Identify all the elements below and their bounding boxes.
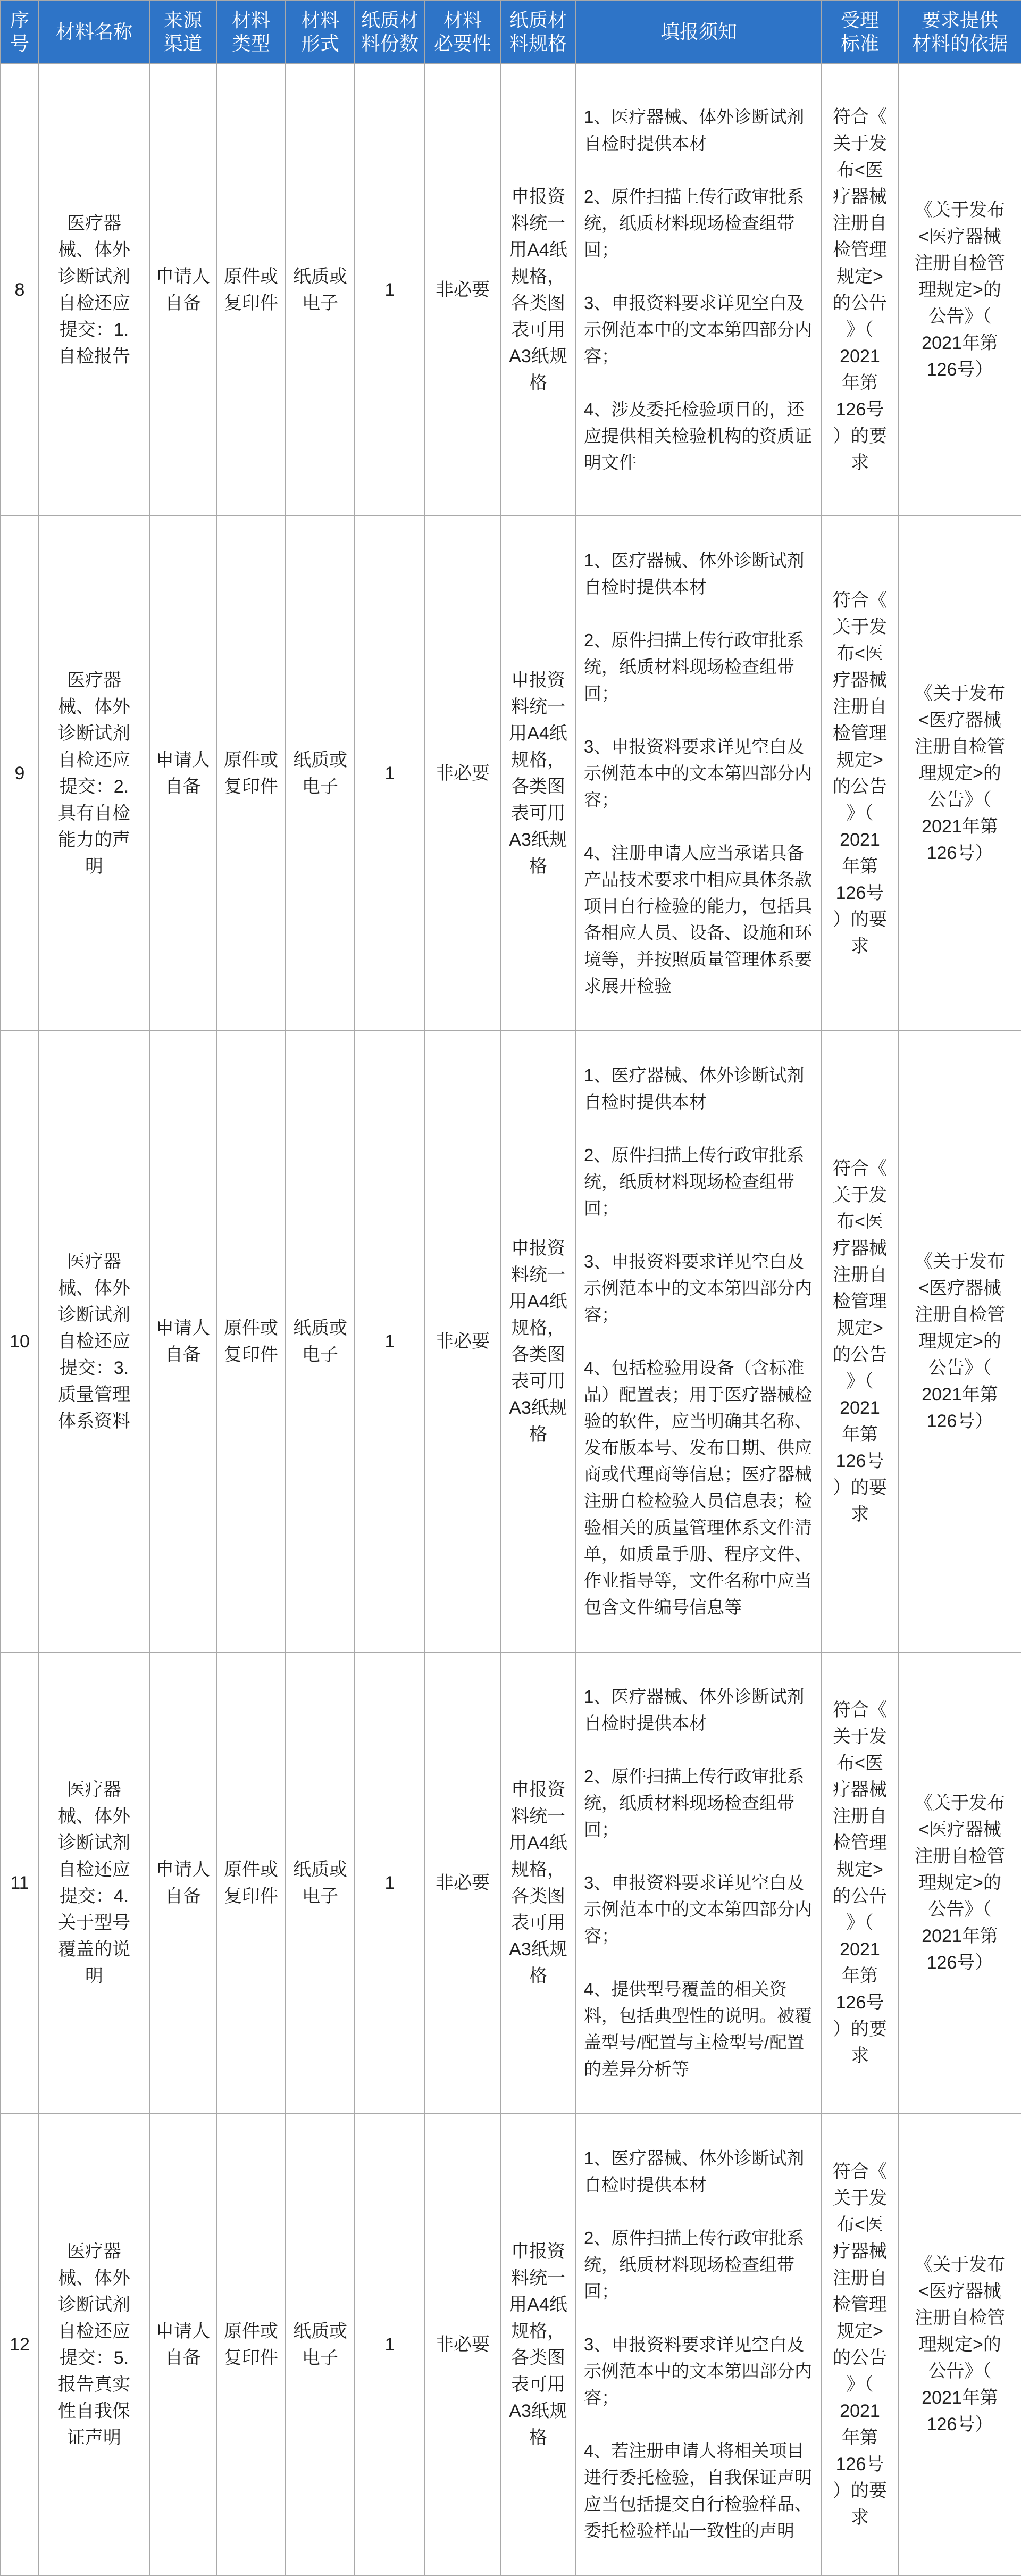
cell-paper-spec: 申报资 料统一 用A4纸 规格， 各类图 表可用 A3纸规 格 <box>500 1652 576 2114</box>
header-copies: 纸质材 料份数 <box>355 1 425 63</box>
cell-seq: 12 <box>1 2114 39 2575</box>
cell-copies: 1 <box>355 1652 425 2114</box>
cell-form: 纸质或 电子 <box>286 63 355 516</box>
header-notes: 填报须知 <box>576 1 822 63</box>
cell-notes <box>576 63 822 516</box>
cell-required: 非必要 <box>425 63 500 516</box>
cell-form: 纸质或 电子 <box>286 1031 355 1652</box>
note-line: 3、申报资料要求详见空白及示例范本中的文本第四部分内容； <box>584 2335 812 2407</box>
cell-seq: 11 <box>1 1652 39 2114</box>
header-type: 材料 类型 <box>216 1 286 63</box>
cell-source: 申请人 自备 <box>149 1652 216 2114</box>
cell-required: 非必要 <box>425 1031 500 1652</box>
cell-standard: 符合《 关于发 布<医 疗器械 注册自 检管理 规定> 的公告 》（ 2021 年第 126号 ）的要 求 <box>822 1652 898 2114</box>
table-row <box>1 1652 1021 2114</box>
cell-form: 纸质或 电子 <box>286 516 355 1031</box>
note-line: 4、若注册申请人将相关项目进行委托检验，自我保证声明应当包括提交自行检验样品、委托检验样品一致性的声明 <box>584 2441 812 2540</box>
cell-seq: 10 <box>1 1031 39 1652</box>
cell-standard: 符合《 关于发 布<医 疗器械 注册自 检管理 规定> 的公告 》（ 2021 年第 126号 ）的要 求 <box>822 63 898 516</box>
cell-seq: 9 <box>1 516 39 1031</box>
cell-notes <box>576 1031 822 1652</box>
cell-standard: 符合《 关于发 布<医 疗器械 注册自 检管理 规定> 的公告 》（ 2021 年第 126号 ）的要 求 <box>822 516 898 1031</box>
cell-form: 纸质或 电子 <box>286 2114 355 2575</box>
cell-type: 原件或 复印件 <box>216 516 286 1031</box>
note-line: 2、原件扫描上传行政审批系统，纸质材料现场检查组带回； <box>584 1766 805 1839</box>
note-line: 3、申报资料要求详见空白及示例范本中的文本第四部分内容； <box>584 1252 812 1324</box>
cell-standard: 符合《 关于发 布<医 疗器械 注册自 检管理 规定> 的公告 》（ 2021 年第 126号 ）的要 求 <box>822 1031 898 1652</box>
cell-required: 非必要 <box>425 1652 500 2114</box>
cell-copies: 1 <box>355 1031 425 1652</box>
cell-notes <box>576 2114 822 2575</box>
cell-notes <box>576 516 822 1031</box>
cell-copies: 1 <box>355 516 425 1031</box>
cell-copies: 1 <box>355 63 425 516</box>
cell-source: 申请人 自备 <box>149 63 216 516</box>
cell-name: 医疗器 械、体外 诊断试剂 自检还应 提交：4. 关于型号 覆盖的说 明 <box>39 1652 149 2114</box>
cell-basis: 《关于发布 <医疗器械 注册自检管 理规定>的 公告》（ 2021年第 126号） <box>898 1652 1021 2114</box>
note-line: 2、原件扫描上传行政审批系统，纸质材料现场检查组带回； <box>584 2228 805 2301</box>
cell-source: 申请人 自备 <box>149 1031 216 1652</box>
note-line: 2、原件扫描上传行政审批系统，纸质材料现场检查组带回； <box>584 186 805 260</box>
cell-type: 原件或 复印件 <box>216 1652 286 2114</box>
cell-notes <box>576 1652 822 2114</box>
cell-basis: 《关于发布 <医疗器械 注册自检管 理规定>的 公告》（ 2021年第 126号） <box>898 1031 1021 1652</box>
table-row <box>1 1031 1021 1652</box>
cell-type: 原件或 复印件 <box>216 2114 286 2575</box>
table-row <box>1 2114 1021 2575</box>
cell-basis: 《关于发布 <医疗器械 注册自检管 理规定>的 公告》（ 2021年第 126号） <box>898 2114 1021 2575</box>
note-line: 1、医疗器械、体外诊断试剂自检时提供本材 <box>584 2148 805 2195</box>
table-row <box>1 516 1021 1031</box>
header-source: 来源 渠道 <box>149 1 216 63</box>
cell-standard: 符合《 关于发 布<医 疗器械 注册自 检管理 规定> 的公告 》（ 2021 年第 126号 ）的要 求 <box>822 2114 898 2575</box>
cell-name: 医疗器 械、体外 诊断试剂 自检还应 提交：1. 自检报告 <box>39 63 149 516</box>
cell-type: 原件或 复印件 <box>216 63 286 516</box>
cell-required: 非必要 <box>425 516 500 1031</box>
note-line: 1、医疗器械、体外诊断试剂自检时提供本材 <box>584 106 805 153</box>
cell-paper-spec: 申报资 料统一 用A4纸 规格， 各类图 表可用 A3纸规 格 <box>500 63 576 516</box>
header-name: 材料名称 <box>39 1 149 63</box>
note-line: 1、医疗器械、体外诊断试剂自检时提供本材 <box>584 1687 805 1733</box>
header-form: 材料 形式 <box>286 1 355 63</box>
header-required: 材料 必要性 <box>425 1 500 63</box>
note-line: 2、原件扫描上传行政审批系统，纸质材料现场检查组带回； <box>584 630 805 703</box>
cell-required: 非必要 <box>425 2114 500 2575</box>
note-line: 4、注册申请人应当承诺具备产品技术要求中相应具体条款项目自行检验的能力，包括具备相应人员、设备、设施和环境等，并按照质量管理体系要求展开检验 <box>584 843 812 996</box>
note-line: 2、原件扫描上传行政审批系统，纸质材料现场检查组带回； <box>584 1145 805 1218</box>
cell-paper-spec: 申报资 料统一 用A4纸 规格， 各类图 表可用 A3纸规 格 <box>500 516 576 1031</box>
note-line: 1、医疗器械、体外诊断试剂自检时提供本材 <box>584 551 805 597</box>
cell-basis: 《关于发布 <医疗器械 注册自检管 理规定>的 公告》（ 2021年第 126号） <box>898 63 1021 516</box>
note-line: 3、申报资料要求详见空白及示例范本中的文本第四部分内容； <box>584 737 812 810</box>
header-basis: 要求提供 材料的依据 <box>898 1 1021 63</box>
cell-type: 原件或 复印件 <box>216 1031 286 1652</box>
header-seq: 序 号 <box>1 1 39 63</box>
cell-source: 申请人 自备 <box>149 516 216 1031</box>
header-row <box>1 1 1021 63</box>
cell-form: 纸质或 电子 <box>286 1652 355 2114</box>
note-line: 4、提供型号覆盖的相关资料，包括典型性的说明。被覆盖型号/配置与主检型号/配置的差异分析等 <box>584 1979 812 2079</box>
table-row <box>1 63 1021 516</box>
note-line: 4、涉及委托检验项目的，还应提供相关检验机构的资质证明文件 <box>584 399 812 472</box>
cell-source: 申请人 自备 <box>149 2114 216 2575</box>
note-line: 3、申报资料要求详见空白及示例范本中的文本第四部分内容； <box>584 1873 812 1946</box>
cell-name: 医疗器 械、体外 诊断试剂 自检还应 提交：5. 报告真实 性自我保 证声明 <box>39 2114 149 2575</box>
note-line: 1、医疗器械、体外诊断试剂自检时提供本材 <box>584 1065 805 1112</box>
cell-basis: 《关于发布 <医疗器械 注册自检管 理规定>的 公告》（ 2021年第 126号） <box>898 516 1021 1031</box>
note-line: 3、申报资料要求详见空白及示例范本中的文本第四部分内容； <box>584 293 812 366</box>
cell-name: 医疗器 械、体外 诊断试剂 自检还应 提交：3. 质量管理 体系资料 <box>39 1031 149 1652</box>
cell-name: 医疗器 械、体外 诊断试剂 自检还应 提交：2. 具有自检 能力的声 明 <box>39 516 149 1031</box>
cell-copies: 1 <box>355 2114 425 2575</box>
note-line: 4、包括检验用设备（含标准品）配置表；用于医疗器械检验的软件，应当明确其名称、发布版本号、发布日期、供应商或代理商等信息；医疗器械注册自检检验人员信息表；检验相关的质量管理体系文件清单，如质量手册、程序文件、作业指导等，文件名称中应当包含文件编号信息等 <box>584 1358 812 1617</box>
cell-seq: 8 <box>1 63 39 516</box>
header-paper-spec: 纸质材 料规格 <box>500 1 576 63</box>
header-standard: 受理 标准 <box>822 1 898 63</box>
cell-paper-spec: 申报资 料统一 用A4纸 规格， 各类图 表可用 A3纸规 格 <box>500 2114 576 2575</box>
cell-paper-spec: 申报资 料统一 用A4纸 规格， 各类图 表可用 A3纸规 格 <box>500 1031 576 1652</box>
